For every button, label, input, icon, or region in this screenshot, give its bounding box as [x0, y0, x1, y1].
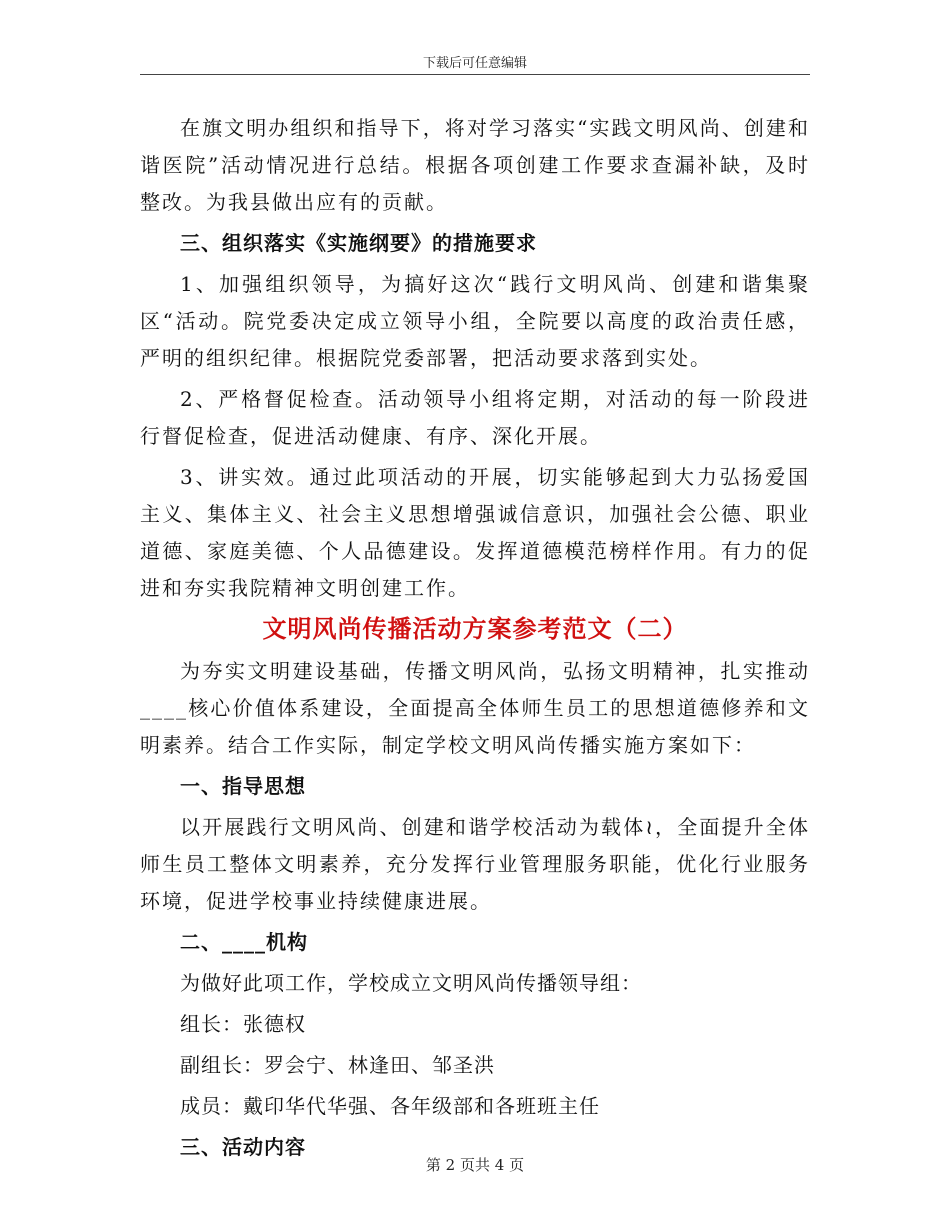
page-header: 下载后可任意编辑 — [422, 56, 527, 71]
header-divider — [140, 74, 810, 75]
group-members: 成员：戴印华代华强、各年级部和各班班主任 — [180, 1094, 600, 1118]
group-deputy: 副组长：罗会宁、林逢田、邹圣洪 — [180, 1053, 495, 1077]
heading-guiding-thought: 一、指导思想 — [180, 774, 306, 798]
list-item-1: 1、加强组织领导，为搞好这次“践行文明风尚、创建和谐集聚区“活动。院党委决定成立领导小组，全院要以高度的政治责任感，严明的组织纪律。根据院党委部署，把活动要求落到实处。 — [140, 272, 810, 370]
group-leader: 组长：张德权 — [180, 1012, 306, 1036]
document-title: 文明风尚传播活动方案参考范文（二） — [262, 614, 688, 643]
page-footer: 第 2 页共 4 页 — [425, 1156, 525, 1174]
paragraph-guiding-thought: 以开展践行文明风尚、创建和谐学校活动为载体≀，全面提升全体师生员工整体文明素养，充分发挥行业管理服务职能，优化行业服务环境，促进学校事业持续健康进展。 — [140, 815, 810, 913]
document-body — [140, 110, 810, 1166]
heading-section-3: 三、组织落实《实施纲要》的措施要求 — [180, 231, 537, 255]
paragraph-organization: 为做好此项工作，学校成立文明风尚传播领导组： — [180, 971, 642, 995]
paragraph-intro: 为夯实文明建设基础，传播文明风尚，弘扬文明精神，扎实推动____核心价值体系建设，全面提高全体师生员工的思想道德修养和文明素养。结合工作实际，制定学校文明风尚传播实施方案如下： — [140, 659, 810, 757]
list-item-3: 3、讲实效。通过此项活动的开展，切实能够起到大力弘扬爱国主义、集体主义、社会主义思想增强诚信意识，加强社会公德、职业道德、家庭美德、个人品德建设。发挥道德模范榜样作用。有力的促进和夯实我院精神文明创建工作。 — [140, 465, 810, 600]
list-item-2: 2、严格督促检查。活动领导小组将定期，对活动的每一阶段进行督促检查，促进活动健康、有序、深化开展。 — [140, 387, 810, 448]
paragraph-summary: 在旗文明办组织和指导下，将对学习落实“实践文明风尚、创建和谐医院”活动情况进行总结。根据各项创建工作要求查漏补缺，及时整改。为我县做出应有的贡献。 — [140, 116, 810, 214]
heading-activity-content: 三、活动内容 — [180, 1135, 306, 1159]
heading-organization: 二、____机构 — [180, 930, 308, 954]
